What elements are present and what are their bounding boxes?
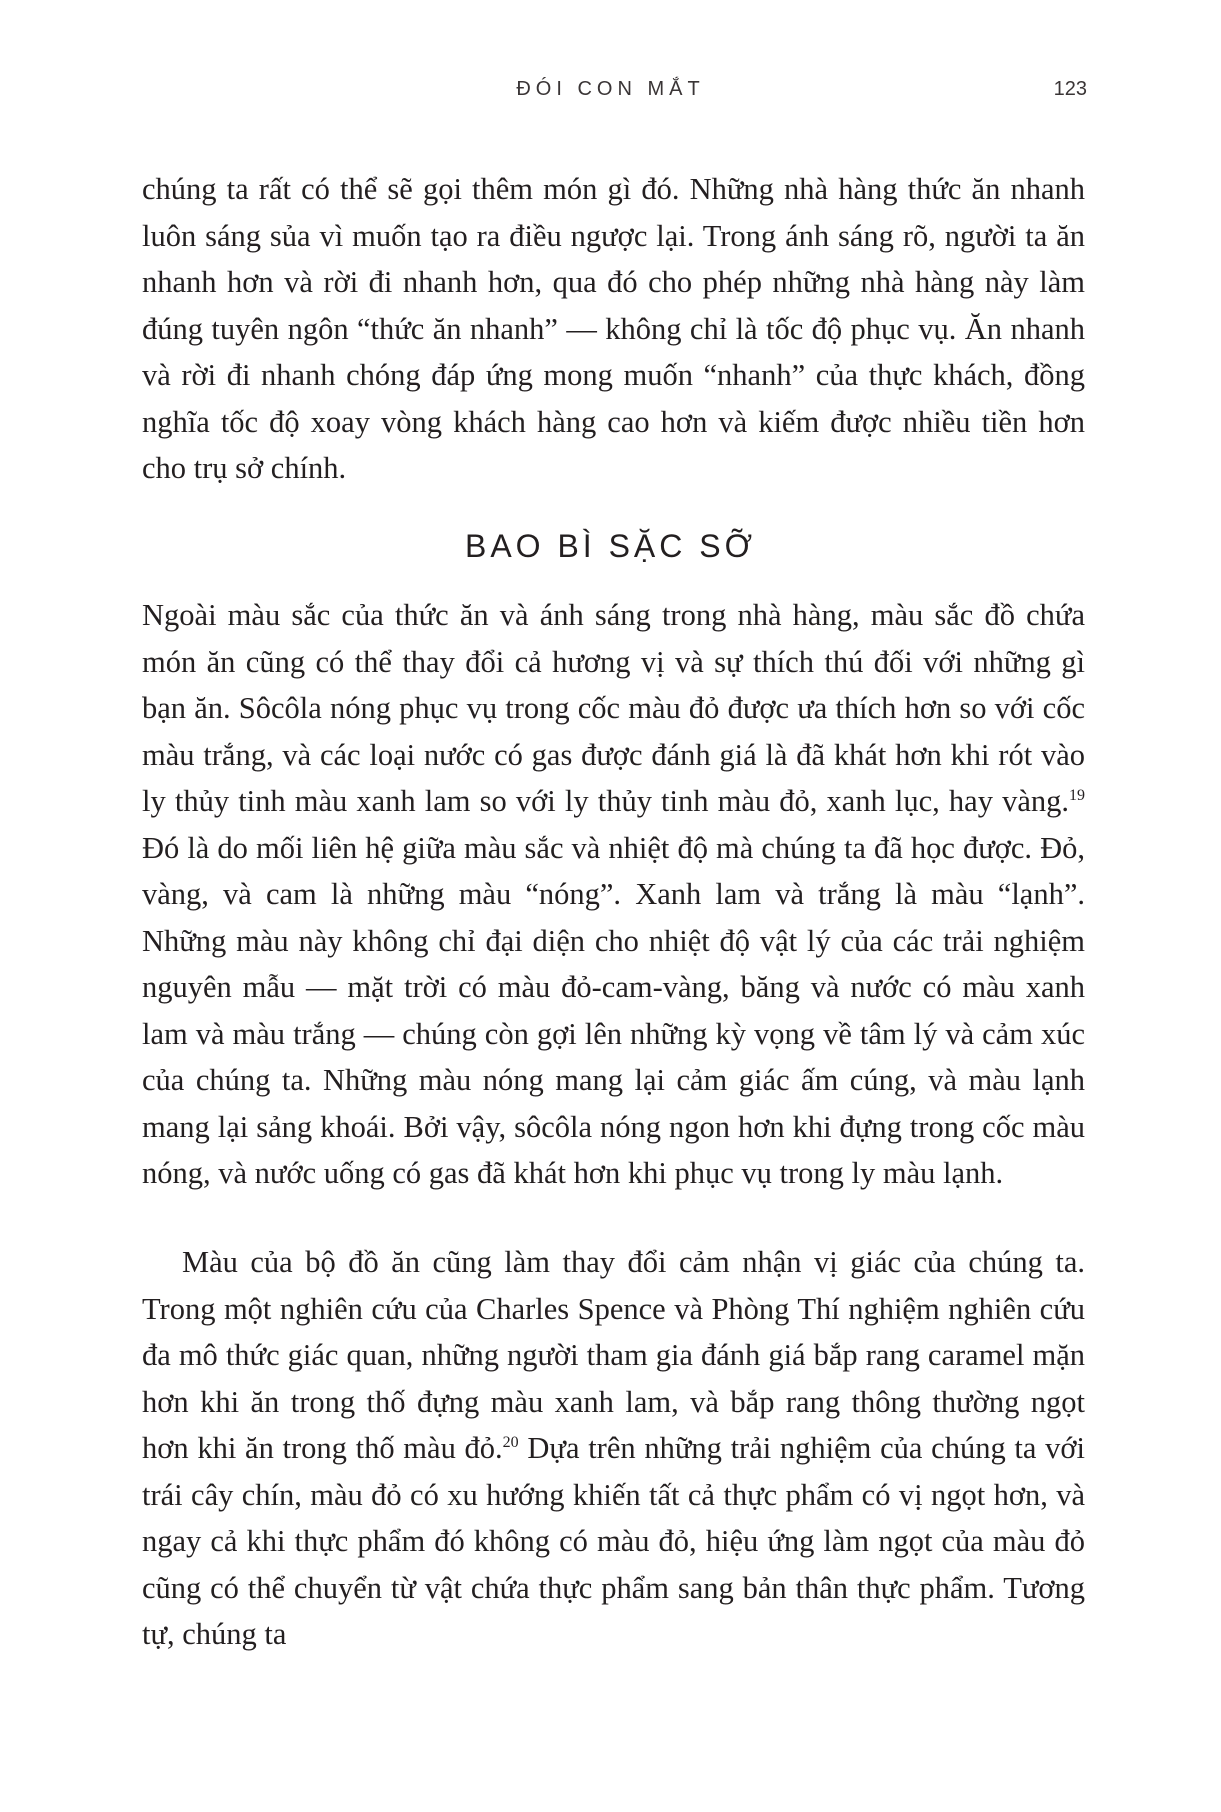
paragraph-3: [142, 1239, 1085, 1658]
footnote-ref-20[interactable]: 20: [502, 1433, 519, 1451]
paragraph-3-text-b: Dựa trên những trải nghiệm của chúng ta với trái cây chín, màu đỏ có xu hướng khiến tất cả thực phẩm có vị ngọt hơn, và ngay cả khi thực phẩm đó không có màu đỏ, hiệu ứng làm ngọt của màu đỏ cũng có thể chuyển từ vật chứa thực phẩm sang bản thân thực phẩm. Tương tự, chúng ta: [142, 1431, 1085, 1651]
paragraph-1: chúng ta rất có thể sẽ gọi thêm món gì đó. Những nhà hàng thức ăn nhanh luôn sáng sủa vì muốn tạo ra điều ngược lại. Trong ánh sáng rõ, người ta ăn nhanh hơn và rời đi nhanh hơn, qua đó cho phép những nhà hàng này làm đúng tuyên ngôn “thức ăn nhanh” — không chỉ là tốc độ phục vụ. Ăn nhanh và rời đi nhanh chóng đáp ứng mong muốn “nhanh” của thực khách, đồng nghĩa tốc độ xoay vòng khách hàng cao hơn và kiếm được nhiều tiền hơn cho trụ sở chính.: [142, 172, 1085, 485]
paragraph-2-text-b: Đó là do mối liên hệ giữa màu sắc và nhiệt độ mà chúng ta đã học được. Đỏ, vàng, và cam là những màu “nóng”. Xanh lam và trắng là màu “lạnh”. Những màu này không chỉ đại diện cho nhiệt độ vật lý của các trải nghiệm nguyên mẫu — mặt trời có màu đỏ-cam-vàng, băng và nước có màu xanh lam và màu trắng — chúng còn gợi lên những kỳ vọng về tâm lý và cảm xúc của chúng ta. Những màu nóng mang lại cảm giác ấm cúng, và màu lạnh mang lại sảng khoái. Bởi vậy, sôcôla nóng ngon hơn khi đựng trong cốc màu nóng, và nước uống có gas đã khát hơn khi phục vụ trong ly màu lạnh.: [142, 830, 1085, 1190]
paragraph-3-text-a: Màu của bộ đồ ăn cũng làm thay đổi cảm nhận vị giác của chúng ta. Trong một nghiên cứu của Charles Spence và Phòng Thí nghiệm nghiên cứu đa mô thức giác quan, những người tham gia đánh giá bắp rang caramel mặn hơn khi ăn trong thố đựng màu xanh lam, và bắp rang thông thường ngọt hơn khi ăn trong thố màu đỏ.: [142, 1245, 1085, 1465]
running-title: ĐÓI CON MẮT: [516, 78, 705, 100]
paragraph-2: [142, 592, 1085, 1197]
section-heading: BAO BÌ SẶC SỠ: [464, 528, 757, 564]
page-number: 123: [1053, 78, 1087, 100]
footnote-ref-19[interactable]: 19: [1069, 786, 1085, 804]
paragraph-2-text-a: Ngoài màu sắc của thức ăn và ánh sáng trong nhà hàng, màu sắc đồ chứa món ăn cũng có thể thay đổi cả hương vị và sự thích thú đối với những gì bạn ăn. Sôcôla nóng phục vụ trong cốc màu đỏ được ưa thích hơn so với cốc màu trắng, và các loại nước có gas được đánh giá là đã khát hơn khi rót vào ly thủy tinh màu xanh lam so với ly thủy tinh màu đỏ, xanh lục, hay vàng.: [142, 598, 1085, 818]
